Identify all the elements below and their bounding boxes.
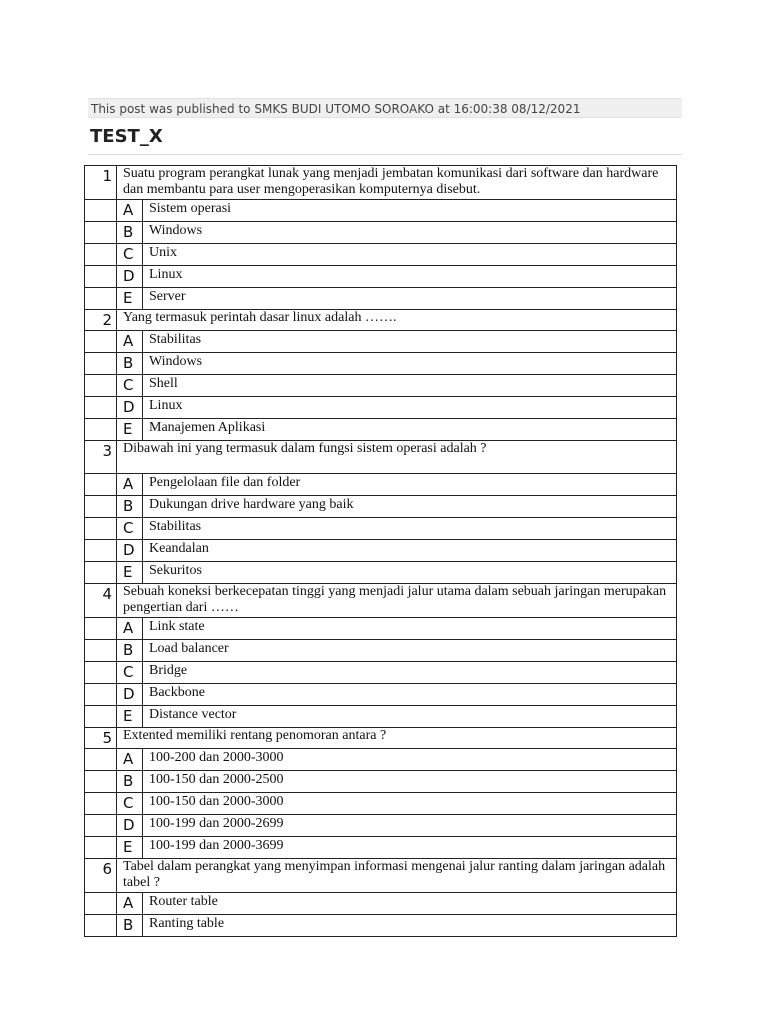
answer-option-row (85, 419, 677, 441)
answer-option-row (85, 331, 677, 353)
answer-option-row (85, 706, 677, 728)
answer-option-row (85, 893, 677, 915)
option-text: Windows (143, 222, 677, 244)
question-text: Sebuah koneksi berkecepatan tinggi yang menjadi jalur utama dalam sebuah jaringan merupakan pengertian dari …… (117, 584, 677, 618)
option-letter: C (117, 518, 143, 540)
number-spacer-cell (85, 200, 117, 222)
answer-option-row (85, 793, 677, 815)
question-row (85, 310, 677, 331)
option-text: Bridge (143, 662, 677, 684)
number-spacer-cell (85, 893, 117, 915)
number-spacer-cell (85, 837, 117, 859)
option-letter: E (117, 288, 143, 310)
option-letter: E (117, 419, 143, 441)
number-spacer-cell (85, 419, 117, 441)
option-letter: D (117, 815, 143, 837)
option-text: Shell (143, 375, 677, 397)
number-spacer-cell (85, 353, 117, 375)
number-spacer-cell (85, 397, 117, 419)
option-text: 100-150 dan 2000-3000 (143, 793, 677, 815)
answer-option-row (85, 915, 677, 937)
number-spacer-cell (85, 815, 117, 837)
option-text: Backbone (143, 684, 677, 706)
option-letter: D (117, 397, 143, 419)
option-text: Unix (143, 244, 677, 266)
option-letter: A (117, 200, 143, 222)
question-text: Yang termasuk perintah dasar linux adalah ……. (117, 310, 677, 331)
number-spacer-cell (85, 793, 117, 815)
option-text: Server (143, 288, 677, 310)
question-number: 2 (85, 310, 117, 331)
question-row (85, 584, 677, 618)
option-text: Stabilitas (143, 518, 677, 540)
option-letter: D (117, 540, 143, 562)
answer-option-row (85, 266, 677, 288)
question-number: 5 (85, 728, 117, 749)
title-divider (88, 154, 682, 155)
answer-option-row (85, 288, 677, 310)
option-letter: A (117, 474, 143, 496)
number-spacer-cell (85, 662, 117, 684)
option-letter: A (117, 749, 143, 771)
option-text: Ranting table (143, 915, 677, 937)
number-spacer-cell (85, 496, 117, 518)
option-text: 100-200 dan 2000-3000 (143, 749, 677, 771)
option-text: Manajemen Aplikasi (143, 419, 677, 441)
option-letter: E (117, 837, 143, 859)
number-spacer-cell (85, 771, 117, 793)
number-spacer-cell (85, 562, 117, 584)
option-letter: C (117, 793, 143, 815)
option-text: Sekuritos (143, 562, 677, 584)
option-letter: A (117, 893, 143, 915)
question-number: 3 (85, 441, 117, 474)
option-letter: C (117, 662, 143, 684)
question-number: 6 (85, 859, 117, 893)
option-text: Load balancer (143, 640, 677, 662)
option-letter: B (117, 640, 143, 662)
number-spacer-cell (85, 244, 117, 266)
option-letter: C (117, 375, 143, 397)
question-row (85, 859, 677, 893)
answer-option-row (85, 397, 677, 419)
question-row (85, 728, 677, 749)
answer-option-row (85, 618, 677, 640)
question-text: Dibawah ini yang termasuk dalam fungsi sistem operasi adalah ? (117, 441, 677, 474)
option-letter: D (117, 266, 143, 288)
answer-option-row (85, 815, 677, 837)
option-text: Sistem operasi (143, 200, 677, 222)
option-text: Linux (143, 397, 677, 419)
number-spacer-cell (85, 618, 117, 640)
option-letter: B (117, 915, 143, 937)
option-text: Router table (143, 893, 677, 915)
option-text: Stabilitas (143, 331, 677, 353)
answer-option-row (85, 684, 677, 706)
option-text: Keandalan (143, 540, 677, 562)
option-text: Distance vector (143, 706, 677, 728)
answer-option-row (85, 200, 677, 222)
number-spacer-cell (85, 540, 117, 562)
question-text: Suatu program perangkat lunak yang menjadi jembatan komunikasi dari software dan hardware dan membantu para user mengoperasikan komputernya disebut. (117, 166, 677, 200)
number-spacer-cell (85, 915, 117, 937)
number-spacer-cell (85, 375, 117, 397)
option-letter: D (117, 684, 143, 706)
answer-option-row (85, 244, 677, 266)
publication-notice: This post was published to SMKS BUDI UTOMO SOROAKO at 16:00:38 08/12/2021 (88, 98, 682, 118)
number-spacer-cell (85, 266, 117, 288)
option-letter: C (117, 244, 143, 266)
option-letter: E (117, 706, 143, 728)
quiz-body (85, 166, 677, 937)
number-spacer-cell (85, 331, 117, 353)
option-text: Pengelolaan file dan folder (143, 474, 677, 496)
option-letter: A (117, 618, 143, 640)
answer-option-row (85, 496, 677, 518)
number-spacer-cell (85, 288, 117, 310)
answer-option-row (85, 562, 677, 584)
answer-option-row (85, 771, 677, 793)
answer-option-row (85, 662, 677, 684)
option-text: Linux (143, 266, 677, 288)
post-title: TEST_X (90, 126, 163, 147)
option-text: 100-150 dan 2000-2500 (143, 771, 677, 793)
question-row (85, 441, 677, 474)
number-spacer-cell (85, 749, 117, 771)
answer-option-row (85, 222, 677, 244)
answer-option-row (85, 640, 677, 662)
answer-option-row (85, 353, 677, 375)
question-text: Tabel dalam perangkat yang menyimpan informasi mengenai jalur ranting dalam jaringan adalah tabel ? (117, 859, 677, 893)
number-spacer-cell (85, 640, 117, 662)
option-letter: B (117, 222, 143, 244)
question-row (85, 166, 677, 200)
answer-option-row (85, 540, 677, 562)
option-letter: B (117, 353, 143, 375)
option-text: 100-199 dan 2000-2699 (143, 815, 677, 837)
answer-option-row (85, 518, 677, 540)
option-text: 100-199 dan 2000-3699 (143, 837, 677, 859)
number-spacer-cell (85, 684, 117, 706)
answer-option-row (85, 749, 677, 771)
option-letter: B (117, 496, 143, 518)
option-letter: B (117, 771, 143, 793)
option-letter: A (117, 331, 143, 353)
number-spacer-cell (85, 706, 117, 728)
question-number: 4 (85, 584, 117, 618)
quiz-table (84, 165, 677, 937)
option-text: Windows (143, 353, 677, 375)
option-text: Link state (143, 618, 677, 640)
question-number: 1 (85, 166, 117, 200)
answer-option-row (85, 375, 677, 397)
option-text: Dukungan drive hardware yang baik (143, 496, 677, 518)
number-spacer-cell (85, 474, 117, 496)
option-letter: E (117, 562, 143, 584)
answer-option-row (85, 474, 677, 496)
answer-option-row (85, 837, 677, 859)
number-spacer-cell (85, 518, 117, 540)
question-text: Extented memiliki rentang penomoran antara ? (117, 728, 677, 749)
number-spacer-cell (85, 222, 117, 244)
